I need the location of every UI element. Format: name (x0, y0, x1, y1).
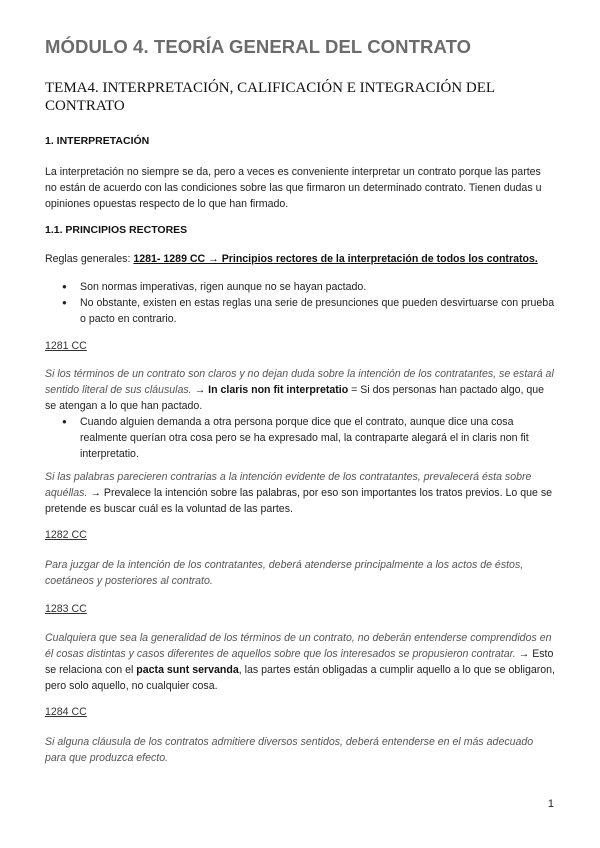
rules-bold-link: 1281- 1289 CC → Principios rectores de la interpretación de todos los contratos. (133, 253, 538, 265)
paragraph-intro: La interpretación no siempre se da, pero a veces es conveniente interpretar un contrato porque las partes no están de acuerdo con las condiciones sobre las que firmaron un determinado contrato. Tienen dudas u opiniones opuestas respecto de lo que han firmado. (45, 166, 542, 210)
page-number: 1 (547, 798, 554, 810)
article-1283-quote: Cualquiera que sea la generalidad de los términos de un contrato, no deberán entenderse comprendidos en él cosas distintas y casos diferentes de aquellos sobre que los interesados se propusieron contratar. (45, 632, 552, 660)
article-1281-quote-1: Si los términos de un contrato son claros y no dejan duda sobre la intención de los contratantes, se estará al sentido literal de sus cláusulas. (45, 368, 554, 396)
list-item: ● No obstante, existen en estas reglas una serie de presunciones que pueden desvirtuarse con prueba o pacto en contrario. (45, 295, 555, 327)
tema-title: TEMA4. INTERPRETACIÓN, CALIFICACIÓN E INTEGRACIÓN DEL CONTRATO (45, 80, 495, 114)
rules-paragraph (45, 251, 555, 267)
article-1284-paragraph (45, 734, 557, 766)
rules-prefix: Reglas generales: (45, 253, 131, 265)
article-1283-paragraph: Cualquiera que sea la generalidad de los términos de un contrato, no deberán entenderse comprendidos en él cosas distintas y casos diferentes de aquellos sobre que los interesados se propusieron contratar. → Esto se relaciona con el pacta sunt servanda, las partes están obligadas a cumplir aquello a lo que se obligaron, pero solo aquello, no cualquier cosa. (45, 632, 555, 692)
pacta-sunt-servanda-term: pacta sunt servanda (136, 664, 239, 676)
section-heading-interpretacion: 1. INTERPRETACIÓN (45, 135, 150, 147)
principles-bullet-list (45, 279, 555, 327)
article-1282-paragraph (45, 557, 557, 589)
article-1283-label: 1283 CC (45, 603, 87, 615)
module-title: MÓDULO 4. TEORÍA GENERAL DEL CONTRATO (45, 36, 472, 57)
list-item: ● Cuando alguien demanda a otra persona porque dice que el contrato, aunque dice una cosa realmente querían otra cosa pero se ha expresado mal, la contraparte alegará el in claris non fit interpretatio. (45, 414, 555, 462)
article-1284-quote: Si alguna cláusula de los contratos admitiere diversos sentidos, deberá entenderse en el más adecuado para que produzca efecto. (45, 736, 534, 764)
article-1281-quote-2: Si las palabras parecieren contrarias a la intención evidente de los contratantes, prevalecerá ésta sobre aquéllas. (45, 471, 532, 499)
article-1281-label: 1281 CC (45, 340, 87, 352)
list-item: ● Son normas imperativas, rigen aunque no se hayan pactado. (45, 279, 555, 295)
article-1281-bullet-list (45, 414, 555, 462)
in-claris-term: In claris non fit interpretatio (208, 384, 349, 396)
article-1281-paragraph-2: Si las palabras parecieren contrarias a la intención evidente de los contratantes, prevalecerá ésta sobre aquéllas. → Prevalece la intención sobre las palabras, por eso son importantes los tratos previos. Lo que se pretende es buscar cuál es la voluntad de las partes. (45, 471, 553, 515)
article-1282-quote: Para juzgar de la intención de los contratantes, deberá atenderse principalmente a los actos de éstos, coetáneos y posteriores al contrato. (45, 559, 524, 587)
section-heading-principios: 1.1. PRINCIPIOS RECTORES (45, 224, 188, 236)
article-1284-label: 1284 CC (45, 706, 87, 718)
article-1281-paragraph-1: Si los términos de un contrato son claros y no dejan duda sobre la intención de los contratantes, se estará al sentido literal de sus cláusulas. → In claris non fit interpretatio = Si dos personas han pactado algo, que se atengan a lo que han pactado. (45, 368, 554, 412)
article-1282-label: 1282 CC (45, 529, 87, 541)
